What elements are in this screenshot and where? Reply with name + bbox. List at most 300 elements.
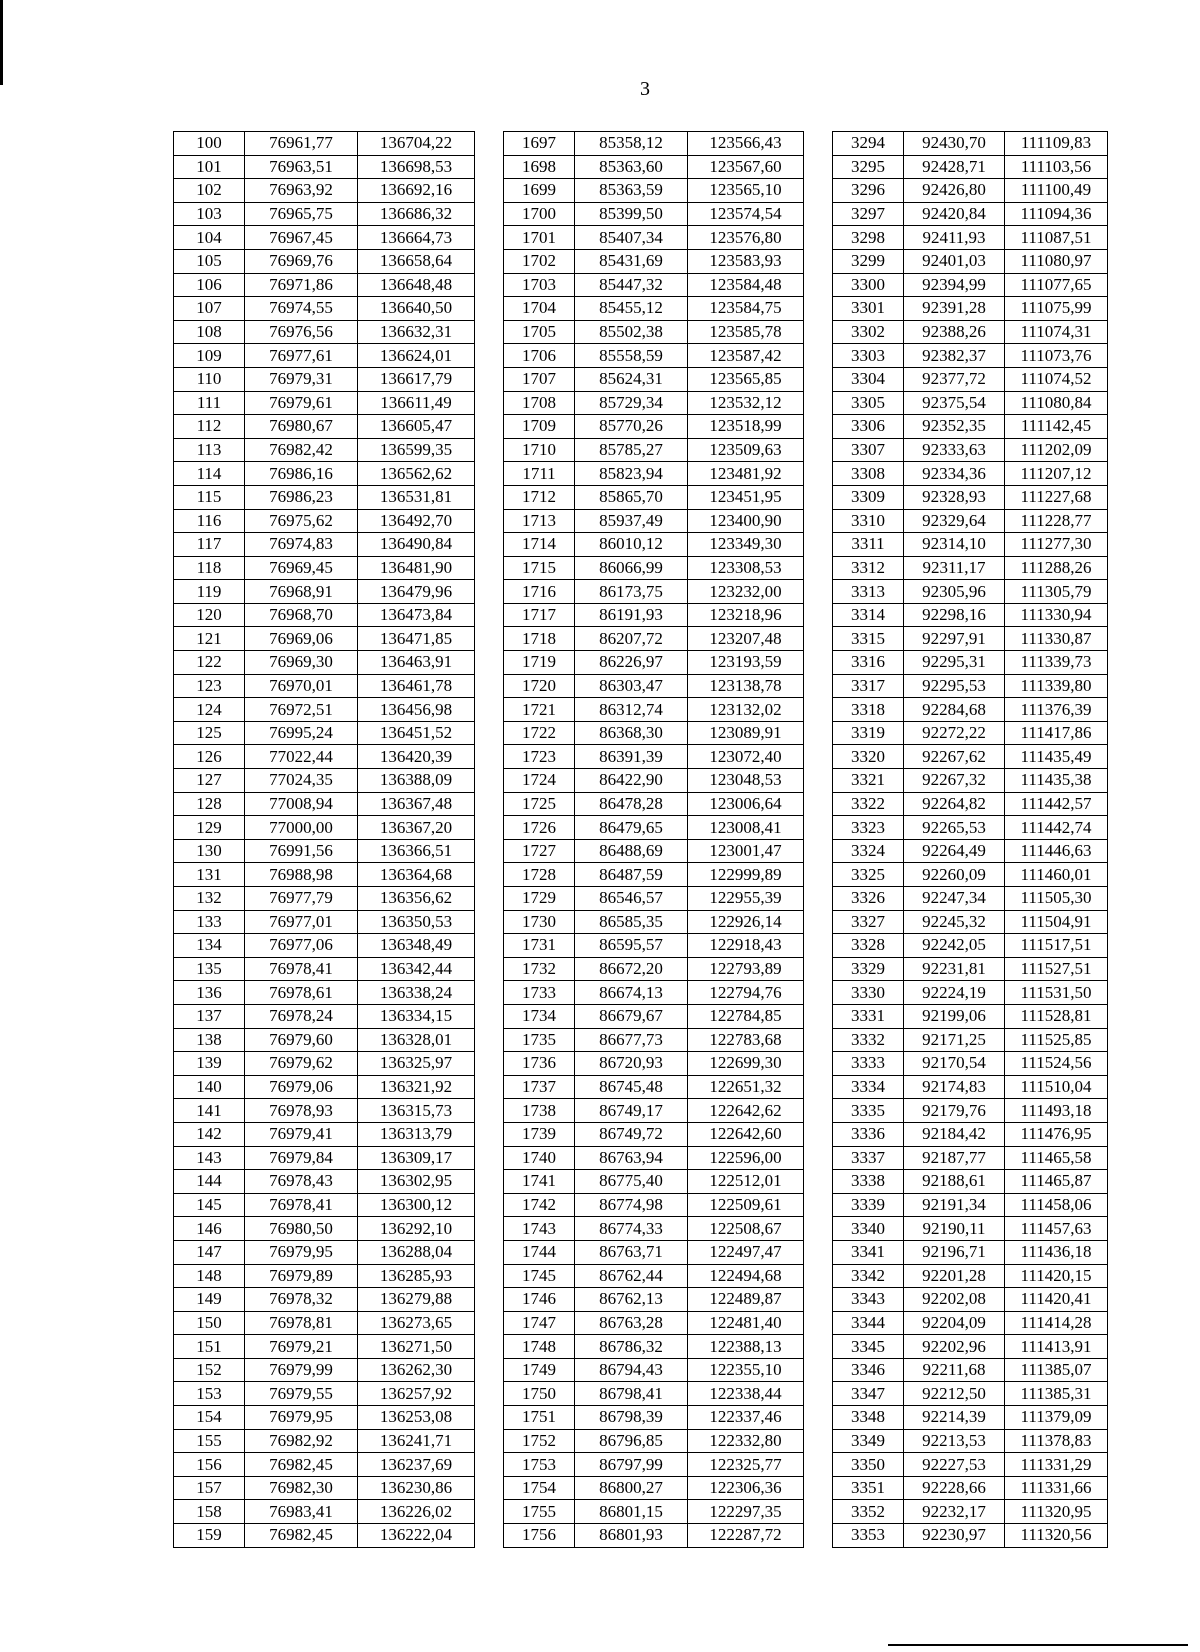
y-coordinate-cell: 136640,50 [358,297,475,321]
point-number-cell: 3330 [833,981,904,1005]
x-coordinate-cell: 76967,45 [245,226,358,250]
column-group-gap [475,1500,504,1524]
x-coordinate-cell: 92264,82 [904,792,1005,816]
y-coordinate-cell: 111142,45 [1005,415,1108,439]
y-coordinate-cell: 111442,74 [1005,816,1108,840]
column-group-gap [475,1004,504,1028]
point-number-cell: 150 [174,1311,245,1335]
point-number-cell: 118 [174,556,245,580]
point-number-cell: 1747 [504,1311,575,1335]
point-number-cell: 113 [174,438,245,462]
column-group-gap [804,1004,833,1028]
y-coordinate-cell: 123587,42 [688,344,804,368]
point-number-cell: 3302 [833,320,904,344]
column-group-gap [804,1122,833,1146]
y-coordinate-cell: 123565,10 [688,179,804,203]
x-coordinate-cell: 86763,94 [575,1146,688,1170]
x-coordinate-cell: 92375,54 [904,391,1005,415]
y-coordinate-cell: 136698,53 [358,155,475,179]
column-group-gap [475,934,504,958]
y-coordinate-cell: 136226,02 [358,1500,475,1524]
point-number-cell: 3316 [833,651,904,675]
x-coordinate-cell: 86749,17 [575,1099,688,1123]
x-coordinate-cell: 76969,06 [245,627,358,651]
column-group-gap [804,981,833,1005]
point-number-cell: 151 [174,1335,245,1359]
x-coordinate-cell: 86720,93 [575,1052,688,1076]
column-group-gap [475,415,504,439]
column-group-gap [804,1311,833,1335]
table-row [174,1288,1108,1312]
x-coordinate-cell: 92179,76 [904,1099,1005,1123]
point-number-cell: 3318 [833,698,904,722]
y-coordinate-cell: 123308,53 [688,556,804,580]
point-number-cell: 1738 [504,1099,575,1123]
y-coordinate-cell: 123089,91 [688,721,804,745]
x-coordinate-cell: 85447,32 [575,273,688,297]
point-number-cell: 3343 [833,1288,904,1312]
y-coordinate-cell: 136479,96 [358,580,475,604]
x-coordinate-cell: 92202,96 [904,1335,1005,1359]
x-coordinate-cell: 86749,72 [575,1122,688,1146]
y-coordinate-cell: 136463,91 [358,651,475,675]
column-group-gap [804,344,833,368]
point-number-cell: 1703 [504,273,575,297]
y-coordinate-cell: 123207,48 [688,627,804,651]
x-coordinate-cell: 76968,91 [245,580,358,604]
point-number-cell: 3328 [833,934,904,958]
column-group-gap [475,792,504,816]
column-group-gap [475,1170,504,1194]
point-number-cell: 139 [174,1052,245,1076]
x-coordinate-cell: 76963,92 [245,179,358,203]
x-coordinate-cell: 92187,77 [904,1146,1005,1170]
y-coordinate-cell: 136461,78 [358,674,475,698]
table-row [174,533,1108,557]
y-coordinate-cell: 122494,68 [688,1264,804,1288]
x-coordinate-cell: 92333,63 [904,438,1005,462]
x-coordinate-cell: 92199,06 [904,1004,1005,1028]
point-number-cell: 1709 [504,415,575,439]
column-group-gap [475,651,504,675]
y-coordinate-cell: 136241,71 [358,1429,475,1453]
column-group-gap [804,415,833,439]
y-coordinate-cell: 123048,53 [688,769,804,793]
x-coordinate-cell: 92377,72 [904,367,1005,391]
x-coordinate-cell: 92295,31 [904,651,1005,675]
point-number-cell: 1706 [504,344,575,368]
table-row [174,721,1108,745]
x-coordinate-cell: 76978,32 [245,1288,358,1312]
y-coordinate-cell: 136471,85 [358,627,475,651]
point-number-cell: 131 [174,863,245,887]
x-coordinate-cell: 92188,61 [904,1170,1005,1194]
y-coordinate-cell: 123232,00 [688,580,804,604]
x-coordinate-cell: 76978,41 [245,957,358,981]
x-coordinate-cell: 86066,99 [575,556,688,580]
y-coordinate-cell: 136451,52 [358,721,475,745]
point-number-cell: 3346 [833,1358,904,1382]
x-coordinate-cell: 92391,28 [904,297,1005,321]
column-group-gap [475,556,504,580]
x-coordinate-cell: 92311,17 [904,556,1005,580]
column-group-gap [804,132,833,156]
y-coordinate-cell: 136300,12 [358,1193,475,1217]
x-coordinate-cell: 76972,51 [245,698,358,722]
table-row [174,1193,1108,1217]
column-group-gap [804,792,833,816]
table-row [174,934,1108,958]
column-group-gap [804,485,833,509]
y-coordinate-cell: 136456,98 [358,698,475,722]
column-group-gap [804,391,833,415]
column-group-gap [475,249,504,273]
point-number-cell: 138 [174,1028,245,1052]
table-row [174,132,1108,156]
y-coordinate-cell: 122918,43 [688,934,804,958]
x-coordinate-cell: 76978,24 [245,1004,358,1028]
y-coordinate-cell: 111087,51 [1005,226,1108,250]
x-coordinate-cell: 92295,53 [904,674,1005,698]
column-group-gap [804,887,833,911]
x-coordinate-cell: 76986,16 [245,462,358,486]
y-coordinate-cell: 111228,77 [1005,509,1108,533]
point-number-cell: 106 [174,273,245,297]
point-number-cell: 1725 [504,792,575,816]
table-row [174,580,1108,604]
table-row [174,1358,1108,1382]
point-number-cell: 3332 [833,1028,904,1052]
x-coordinate-cell: 92401,03 [904,249,1005,273]
y-coordinate-cell: 111075,99 [1005,297,1108,321]
y-coordinate-cell: 111080,84 [1005,391,1108,415]
point-number-cell: 3349 [833,1429,904,1453]
column-group-gap [475,1028,504,1052]
point-number-cell: 117 [174,533,245,557]
point-number-cell: 104 [174,226,245,250]
x-coordinate-cell: 76969,76 [245,249,358,273]
y-coordinate-cell: 111457,63 [1005,1217,1108,1241]
x-coordinate-cell: 76982,42 [245,438,358,462]
y-coordinate-cell: 123583,93 [688,249,804,273]
y-coordinate-cell: 136271,50 [358,1335,475,1359]
table-row [174,1406,1108,1430]
column-group-gap [475,910,504,934]
point-number-cell: 1719 [504,651,575,675]
point-number-cell: 111 [174,391,245,415]
point-number-cell: 101 [174,155,245,179]
x-coordinate-cell: 76979,55 [245,1382,358,1406]
x-coordinate-cell: 86488,69 [575,839,688,863]
point-number-cell: 3323 [833,816,904,840]
point-number-cell: 3341 [833,1240,904,1264]
x-coordinate-cell: 85502,38 [575,320,688,344]
x-coordinate-cell: 92242,05 [904,934,1005,958]
x-coordinate-cell: 92247,34 [904,887,1005,911]
y-coordinate-cell: 136692,16 [358,179,475,203]
x-coordinate-cell: 85363,60 [575,155,688,179]
point-number-cell: 125 [174,721,245,745]
y-coordinate-cell: 136632,31 [358,320,475,344]
point-number-cell: 1739 [504,1122,575,1146]
column-group-gap [804,745,833,769]
y-coordinate-cell: 122794,76 [688,981,804,1005]
x-coordinate-cell: 92191,34 [904,1193,1005,1217]
x-coordinate-cell: 76980,50 [245,1217,358,1241]
y-coordinate-cell: 111077,65 [1005,273,1108,297]
y-coordinate-cell: 136288,04 [358,1240,475,1264]
point-number-cell: 3299 [833,249,904,273]
table-row [174,887,1108,911]
y-coordinate-cell: 136420,39 [358,745,475,769]
point-number-cell: 134 [174,934,245,958]
y-coordinate-cell: 122955,39 [688,887,804,911]
x-coordinate-cell: 76971,86 [245,273,358,297]
point-number-cell: 3320 [833,745,904,769]
y-coordinate-cell: 122509,61 [688,1193,804,1217]
y-coordinate-cell: 122332,80 [688,1429,804,1453]
x-coordinate-cell: 85407,34 [575,226,688,250]
y-coordinate-cell: 111339,73 [1005,651,1108,675]
y-coordinate-cell: 111074,31 [1005,320,1108,344]
y-coordinate-cell: 136325,97 [358,1052,475,1076]
x-coordinate-cell: 85358,12 [575,132,688,156]
column-group-gap [804,1264,833,1288]
x-coordinate-cell: 76970,01 [245,674,358,698]
table-row [174,202,1108,226]
y-coordinate-cell: 136222,04 [358,1524,475,1548]
point-number-cell: 3352 [833,1500,904,1524]
y-coordinate-cell: 111414,28 [1005,1311,1108,1335]
column-group-gap [475,533,504,557]
column-group-gap [475,1476,504,1500]
point-number-cell: 1752 [504,1429,575,1453]
y-coordinate-cell: 136334,15 [358,1004,475,1028]
y-coordinate-cell: 136617,79 [358,367,475,391]
y-coordinate-cell: 111504,91 [1005,910,1108,934]
point-number-cell: 3331 [833,1004,904,1028]
y-coordinate-cell: 123584,48 [688,273,804,297]
y-coordinate-cell: 122999,89 [688,863,804,887]
x-coordinate-cell: 92211,68 [904,1358,1005,1382]
column-group-gap [475,155,504,179]
y-coordinate-cell: 111074,52 [1005,367,1108,391]
x-coordinate-cell: 85770,26 [575,415,688,439]
table-row [174,1075,1108,1099]
y-coordinate-cell: 111517,51 [1005,934,1108,958]
y-coordinate-cell: 122489,87 [688,1288,804,1312]
point-number-cell: 1741 [504,1170,575,1194]
column-group-gap [804,1052,833,1076]
column-group-gap [475,1099,504,1123]
column-group-gap [804,1240,833,1264]
column-group-gap [475,226,504,250]
x-coordinate-cell: 76979,61 [245,391,358,415]
point-number-cell: 3295 [833,155,904,179]
point-number-cell: 1746 [504,1288,575,1312]
x-coordinate-cell: 92388,26 [904,320,1005,344]
point-number-cell: 3304 [833,367,904,391]
y-coordinate-cell: 122783,68 [688,1028,804,1052]
point-number-cell: 3350 [833,1453,904,1477]
point-number-cell: 135 [174,957,245,981]
column-group-gap [475,981,504,1005]
y-coordinate-cell: 122926,14 [688,910,804,934]
point-number-cell: 145 [174,1193,245,1217]
column-group-gap [804,1099,833,1123]
point-number-cell: 3347 [833,1382,904,1406]
x-coordinate-cell: 86762,44 [575,1264,688,1288]
point-number-cell: 152 [174,1358,245,1382]
y-coordinate-cell: 111531,50 [1005,981,1108,1005]
point-number-cell: 157 [174,1476,245,1500]
column-group-gap [475,957,504,981]
point-number-cell: 3325 [833,863,904,887]
column-group-gap [475,297,504,321]
point-number-cell: 1724 [504,769,575,793]
y-coordinate-cell: 111094,36 [1005,202,1108,226]
column-group-gap [475,1382,504,1406]
column-group-gap [804,863,833,887]
column-group-gap [804,509,833,533]
y-coordinate-cell: 136664,73 [358,226,475,250]
y-coordinate-cell: 111376,39 [1005,698,1108,722]
table-row [174,462,1108,486]
x-coordinate-cell: 92297,91 [904,627,1005,651]
point-number-cell: 112 [174,415,245,439]
x-coordinate-cell: 77008,94 [245,792,358,816]
x-coordinate-cell: 86745,48 [575,1075,688,1099]
y-coordinate-cell: 136624,01 [358,344,475,368]
point-number-cell: 1708 [504,391,575,415]
column-group-gap [804,367,833,391]
x-coordinate-cell: 92171,25 [904,1028,1005,1052]
point-number-cell: 3353 [833,1524,904,1548]
y-coordinate-cell: 136279,88 [358,1288,475,1312]
table-row [174,603,1108,627]
x-coordinate-cell: 92430,70 [904,132,1005,156]
y-coordinate-cell: 136350,53 [358,910,475,934]
x-coordinate-cell: 86763,28 [575,1311,688,1335]
y-coordinate-cell: 111413,91 [1005,1335,1108,1359]
y-coordinate-cell: 123481,92 [688,462,804,486]
x-coordinate-cell: 86774,33 [575,1217,688,1241]
x-coordinate-cell: 76979,84 [245,1146,358,1170]
y-coordinate-cell: 122337,46 [688,1406,804,1430]
y-coordinate-cell: 111109,83 [1005,132,1108,156]
point-number-cell: 3308 [833,462,904,486]
column-group-gap [804,957,833,981]
x-coordinate-cell: 76961,77 [245,132,358,156]
point-number-cell: 3344 [833,1311,904,1335]
point-number-cell: 1742 [504,1193,575,1217]
table-row [174,1170,1108,1194]
x-coordinate-cell: 76979,95 [245,1406,358,1430]
x-coordinate-cell: 92184,42 [904,1122,1005,1146]
x-coordinate-cell: 92411,93 [904,226,1005,250]
y-coordinate-cell: 136253,08 [358,1406,475,1430]
column-group-gap [475,1264,504,1288]
table-row [174,863,1108,887]
y-coordinate-cell: 122793,89 [688,957,804,981]
point-number-cell: 1716 [504,580,575,604]
point-number-cell: 3298 [833,226,904,250]
x-coordinate-cell: 86391,39 [575,745,688,769]
table-row [174,1382,1108,1406]
point-number-cell: 100 [174,132,245,156]
y-coordinate-cell: 136328,01 [358,1028,475,1052]
point-number-cell: 3348 [833,1406,904,1430]
table-row [174,1453,1108,1477]
point-number-cell: 3334 [833,1075,904,1099]
y-coordinate-cell: 111339,80 [1005,674,1108,698]
x-coordinate-cell: 86595,57 [575,934,688,958]
point-number-cell: 1749 [504,1358,575,1382]
x-coordinate-cell: 92284,68 [904,698,1005,722]
x-coordinate-cell: 86677,73 [575,1028,688,1052]
x-coordinate-cell: 76976,56 [245,320,358,344]
x-coordinate-cell: 76988,98 [245,863,358,887]
x-coordinate-cell: 86191,93 [575,603,688,627]
point-number-cell: 128 [174,792,245,816]
point-number-cell: 1715 [504,556,575,580]
column-group-gap [804,769,833,793]
y-coordinate-cell: 122596,00 [688,1146,804,1170]
x-coordinate-cell: 76977,61 [245,344,358,368]
x-coordinate-cell: 76977,01 [245,910,358,934]
point-number-cell: 3303 [833,344,904,368]
column-group-gap [475,863,504,887]
table-row [174,179,1108,203]
column-group-gap [475,367,504,391]
column-group-gap [475,839,504,863]
column-group-gap [475,580,504,604]
y-coordinate-cell: 122497,47 [688,1240,804,1264]
y-coordinate-cell: 122297,35 [688,1500,804,1524]
x-coordinate-cell: 86478,28 [575,792,688,816]
column-group-gap [475,132,504,156]
x-coordinate-cell: 92420,84 [904,202,1005,226]
table-row [174,957,1108,981]
point-number-cell: 102 [174,179,245,203]
column-group-gap [475,745,504,769]
y-coordinate-cell: 111320,56 [1005,1524,1108,1548]
point-number-cell: 159 [174,1524,245,1548]
y-coordinate-cell: 136348,49 [358,934,475,958]
point-number-cell: 3338 [833,1170,904,1194]
point-number-cell: 1697 [504,132,575,156]
x-coordinate-cell: 85823,94 [575,462,688,486]
x-coordinate-cell: 92314,10 [904,533,1005,557]
y-coordinate-cell: 111460,01 [1005,863,1108,887]
point-number-cell: 1705 [504,320,575,344]
column-group-gap [804,1288,833,1312]
y-coordinate-cell: 136481,90 [358,556,475,580]
x-coordinate-cell: 76978,61 [245,981,358,1005]
point-number-cell: 1737 [504,1075,575,1099]
y-coordinate-cell: 123001,47 [688,839,804,863]
point-number-cell: 3335 [833,1099,904,1123]
table-row [174,1335,1108,1359]
column-group-gap [475,391,504,415]
table-row [174,1264,1108,1288]
x-coordinate-cell: 76974,55 [245,297,358,321]
y-coordinate-cell: 122306,36 [688,1476,804,1500]
column-group-gap [804,297,833,321]
point-number-cell: 133 [174,910,245,934]
y-coordinate-cell: 111103,56 [1005,155,1108,179]
table-row [174,344,1108,368]
